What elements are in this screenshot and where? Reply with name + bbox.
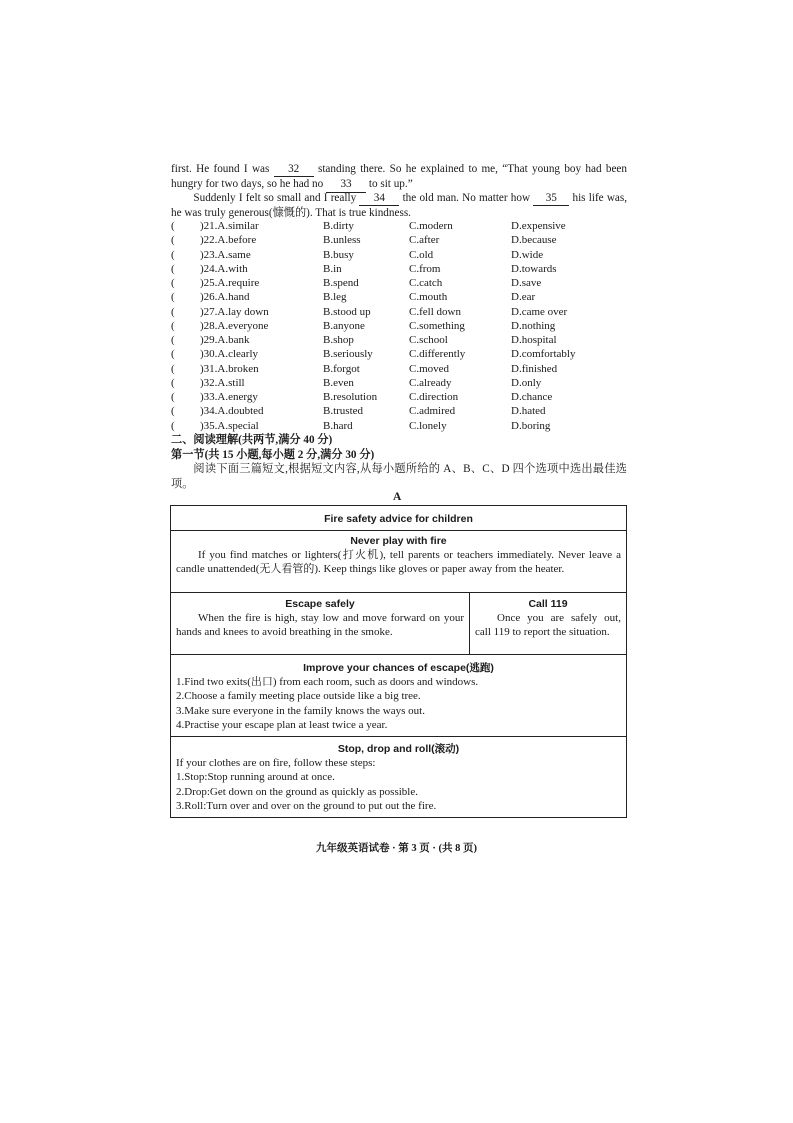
- option-a: )35.A.special: [200, 419, 259, 432]
- table-title: Fire safety advice for children: [324, 513, 473, 525]
- option-a: )29.A.bank: [200, 334, 250, 346]
- escape-safely-title: Escape safely: [285, 598, 355, 610]
- option-d: D.only: [511, 376, 542, 389]
- option-d: D.ear: [511, 291, 536, 304]
- option-row: [171, 290, 627, 304]
- divider: [171, 736, 626, 737]
- answer-bracket: (: [171, 362, 175, 375]
- passage-end-paragraph-1: [171, 162, 627, 193]
- option-d: D.towards: [511, 262, 557, 275]
- option-row: [171, 376, 627, 390]
- stop-drop-roll-list: [171, 756, 626, 813]
- answer-bracket: (: [171, 234, 175, 247]
- option-b: B.even: [323, 376, 354, 389]
- answer-bracket: (: [171, 319, 175, 332]
- list-item: 4.Practise your escape plan at least twice a year.: [176, 718, 388, 731]
- fire-safety-table: [170, 505, 627, 818]
- option-a: )31.A.broken: [200, 362, 259, 375]
- section-title: 二、阅读理解(共两节,满分 40 分): [171, 434, 333, 446]
- option-row: [171, 333, 627, 347]
- option-a: )27.A.lay down: [200, 305, 269, 318]
- option-a: )21.A.similar: [200, 220, 259, 232]
- option-row: [171, 362, 627, 376]
- divider: [171, 654, 626, 655]
- call-119-text: Once you are safely out, call 119 to report the situation.: [475, 612, 621, 639]
- answer-bracket: (: [171, 405, 175, 418]
- option-d: D.hated: [511, 405, 546, 418]
- option-a: )22.A.before: [200, 234, 257, 247]
- answer-bracket: (: [171, 419, 175, 432]
- option-row: [171, 219, 627, 233]
- escape-safely-text: When the fire is high, stay low and move forward on your hands and knees to avoid breathing in the smoke.: [176, 612, 464, 639]
- divider: [171, 530, 626, 531]
- option-b: B.unless: [323, 234, 361, 247]
- option-b: B.in: [323, 262, 342, 275]
- option-a: )25.A.require: [200, 277, 260, 289]
- option-row: [171, 390, 627, 404]
- option-row: [171, 262, 627, 276]
- section-instruction: 阅读下面三篇短文,根据短文内容,从每小题所给的 A、B、C、D 四个选项中选出最佳选项。: [171, 463, 627, 490]
- answer-bracket: (: [171, 376, 175, 389]
- option-b: B.seriously: [323, 348, 373, 361]
- passage-text: the old man. No matter how: [402, 192, 531, 204]
- option-d: D.finished: [511, 362, 558, 375]
- option-a: )26.A.hand: [200, 291, 250, 304]
- answer-bracket: (: [171, 334, 175, 346]
- passage-text: his life was, he was truly generous(慷慨的). That is true kindness.: [171, 192, 628, 220]
- option-a: )28.A.everyone: [200, 319, 269, 332]
- option-b: B.dirty: [323, 220, 354, 232]
- option-d: D.save: [511, 277, 542, 289]
- never-play-title: Never play with fire: [350, 535, 447, 547]
- option-a: )33.A.energy: [200, 391, 258, 403]
- blank-32: 32: [274, 162, 314, 177]
- answer-bracket: (: [171, 220, 175, 232]
- option-a: )34.A.doubted: [200, 405, 264, 418]
- option-c: C.direction: [409, 391, 459, 403]
- improve-escape-title: Improve your chances of escape(逃跑): [303, 662, 494, 674]
- answer-bracket: (: [171, 291, 175, 304]
- option-row: [171, 319, 627, 333]
- option-c: C.something: [409, 319, 465, 332]
- option-b: B.shop: [323, 334, 354, 346]
- option-b: B.busy: [323, 248, 354, 261]
- list-item: 2.Drop:Get down on the ground as quickly as possible.: [176, 785, 418, 798]
- passage-end-paragraph-2: [171, 191, 627, 221]
- option-d: D.comfortably: [511, 348, 576, 361]
- option-c: C.admired: [409, 405, 456, 418]
- blank-34: 34: [359, 191, 399, 206]
- option-c: C.school: [409, 334, 448, 346]
- option-d: D.expensive: [511, 220, 566, 232]
- option-c: C.catch: [409, 277, 443, 289]
- answer-bracket: (: [171, 391, 175, 403]
- option-a: )30.A.clearly: [200, 348, 259, 361]
- answer-bracket: (: [171, 262, 175, 275]
- option-b: B.hard: [323, 419, 353, 432]
- answer-bracket: (: [171, 248, 175, 261]
- never-play-text: If you find matches or lighters(打火机), tell parents or teachers immediately. Never leave a candle unattended(无人看管的). Keep things like gloves or paper away from the heater.: [176, 549, 621, 576]
- cloze-options: [171, 219, 627, 433]
- list-item: 1.Find two exits(出口) from each room, such as doors and windows.: [176, 676, 479, 688]
- option-b: B.forgot: [323, 362, 360, 375]
- option-c: C.differently: [409, 348, 466, 361]
- page-footer: 九年级英语试卷 · 第 3 页 · (共 8 页): [316, 843, 477, 854]
- passage-letter: A: [393, 491, 402, 503]
- list-item: 3.Make sure everyone in the family knows the ways out.: [176, 704, 425, 717]
- option-row: [171, 248, 627, 262]
- passage-text: first. He found I was: [171, 163, 270, 175]
- stop-drop-roll-title: Stop, drop and roll(滚动): [337, 743, 460, 755]
- option-row: [171, 404, 627, 418]
- option-b: B.leg: [323, 291, 347, 304]
- passage-text: to sit up.”: [368, 178, 413, 191]
- answer-bracket: (: [171, 277, 175, 289]
- blank-33: 33: [326, 177, 366, 192]
- option-c: C.from: [409, 262, 441, 275]
- option-c: C.fell down: [409, 305, 461, 318]
- option-b: B.anyone: [323, 319, 365, 332]
- option-b: B.trusted: [323, 405, 364, 418]
- option-a: )23.A.same: [200, 248, 251, 261]
- option-c: C.modern: [409, 220, 453, 232]
- list-item: 3.Roll:Turn over and over on the ground to put out the fire.: [176, 799, 437, 812]
- option-a: )32.A.still: [200, 376, 245, 389]
- option-a: )24.A.with: [200, 262, 248, 275]
- option-c: C.lonely: [409, 419, 447, 432]
- option-d: D.nothing: [511, 319, 556, 332]
- option-d: D.came over: [511, 305, 568, 318]
- option-d: D.wide: [511, 248, 544, 261]
- option-row: [171, 305, 627, 319]
- section-subtitle: 第一节(共 15 小题,每小题 2 分,满分 30 分): [171, 449, 375, 461]
- option-row: [171, 276, 627, 290]
- list-item: 1.Stop:Stop running around at once.: [176, 771, 335, 784]
- option-b: B.stood up: [323, 305, 371, 318]
- call-119-title: Call 119: [528, 598, 568, 610]
- passage-text: standing there. So he explained to me, “That young boy had been hungry for two days, so he had no: [171, 163, 627, 191]
- answer-bracket: (: [171, 305, 175, 318]
- list-item: 2.Choose a family meeting place outside like a big tree.: [176, 690, 421, 703]
- divider: [171, 592, 626, 593]
- option-row: [171, 419, 627, 433]
- option-d: D.because: [511, 234, 557, 247]
- option-c: C.mouth: [409, 291, 448, 304]
- option-d: D.chance: [511, 391, 553, 403]
- option-row: [171, 347, 627, 361]
- option-d: D.boring: [511, 419, 551, 432]
- passage-text: Suddenly I felt so small and I really: [193, 192, 357, 204]
- option-c: C.after: [409, 234, 440, 247]
- option-c: C.old: [409, 248, 434, 261]
- blank-35: 35: [533, 191, 569, 206]
- answer-bracket: (: [171, 348, 175, 361]
- option-d: D.hospital: [511, 334, 557, 346]
- option-b: B.spend: [323, 277, 359, 289]
- option-c: C.already: [409, 376, 452, 389]
- option-c: C.moved: [409, 362, 450, 375]
- option-row: [171, 233, 627, 247]
- list-intro: If your clothes are on fire, follow these steps:: [176, 757, 376, 769]
- option-b: B.resolution: [323, 391, 378, 403]
- improve-escape-list: [171, 675, 626, 732]
